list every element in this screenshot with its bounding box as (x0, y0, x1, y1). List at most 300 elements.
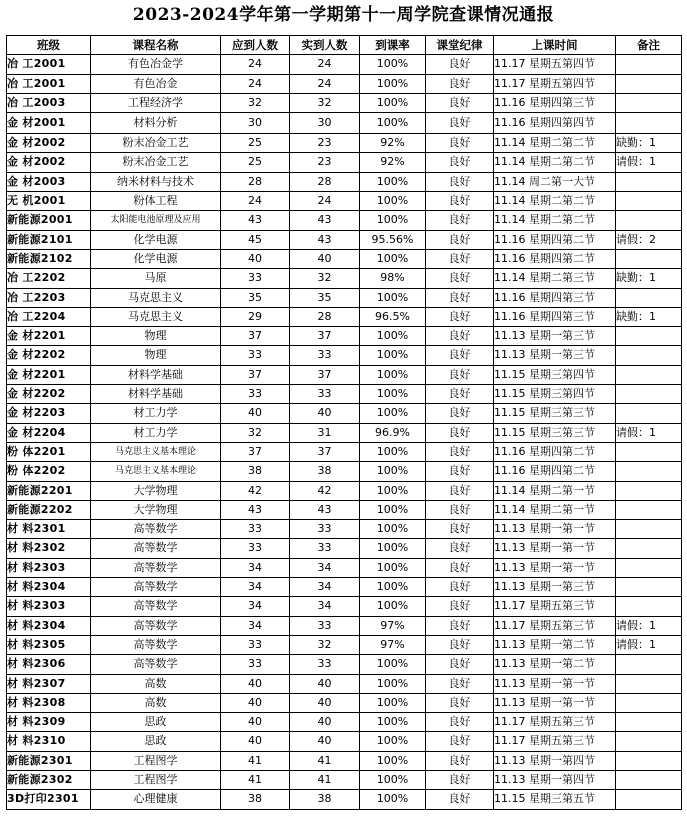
expected-count-cell: 34 (221, 578, 290, 597)
table-row (7, 288, 682, 307)
actual-count-cell: 38 (290, 790, 360, 809)
course-cell: 高数 (91, 674, 221, 693)
note-cell (616, 462, 682, 481)
class-time-cell: 11.13 星期一第四节 (494, 770, 616, 789)
course-cell: 工程图学 (91, 770, 221, 789)
table-row (7, 55, 682, 74)
attendance-rate-cell: 100% (360, 693, 426, 712)
course-cell: 材料分析 (91, 113, 221, 134)
discipline-cell: 良好 (426, 500, 494, 519)
note-cell (616, 655, 682, 674)
discipline-cell: 良好 (426, 74, 494, 93)
expected-count-cell: 24 (221, 55, 290, 74)
discipline-cell: 良好 (426, 481, 494, 500)
class-cell: 材 料2304 (7, 578, 91, 597)
class-cell: 新能源2101 (7, 230, 91, 249)
note-cell (616, 74, 682, 93)
discipline-cell: 良好 (426, 578, 494, 597)
attendance-rate-cell: 97% (360, 635, 426, 654)
discipline-cell: 良好 (426, 462, 494, 481)
note-cell (616, 327, 682, 346)
attendance-rate-cell: 92% (360, 134, 426, 153)
class-cell: 新能源2001 (7, 211, 91, 230)
expected-count-cell: 33 (221, 520, 290, 539)
discipline-cell: 良好 (426, 365, 494, 384)
note-cell (616, 693, 682, 712)
table-row (7, 558, 682, 577)
course-cell: 思政 (91, 732, 221, 751)
expected-count-cell: 33 (221, 635, 290, 654)
header-expected: 应到人数 (221, 36, 290, 55)
class-cell: 无 机2001 (7, 192, 91, 211)
expected-count-cell: 38 (221, 790, 290, 809)
table-row (7, 134, 682, 153)
class-time-cell: 11.16 星期四第二节 (494, 462, 616, 481)
actual-count-cell: 40 (290, 249, 360, 268)
expected-count-cell: 37 (221, 442, 290, 461)
actual-count-cell: 35 (290, 288, 360, 307)
class-cell: 金 材2003 (7, 172, 91, 191)
table-row (7, 230, 682, 249)
expected-count-cell: 40 (221, 732, 290, 751)
course-cell: 纳米材料与技术 (91, 172, 221, 191)
actual-count-cell: 24 (290, 192, 360, 211)
attendance-rate-cell: 100% (360, 655, 426, 674)
course-cell: 物理 (91, 346, 221, 365)
table-row (7, 93, 682, 112)
actual-count-cell: 32 (290, 93, 360, 112)
discipline-cell: 良好 (426, 249, 494, 268)
table-row (7, 539, 682, 558)
actual-count-cell: 28 (290, 307, 360, 326)
class-cell: 材 料2307 (7, 674, 91, 693)
class-cell: 冶 工2001 (7, 74, 91, 93)
attendance-rate-cell: 100% (360, 192, 426, 211)
discipline-cell: 良好 (426, 134, 494, 153)
class-cell: 3D打印2301 (7, 790, 91, 809)
class-cell: 新能源2201 (7, 481, 91, 500)
actual-count-cell: 33 (290, 520, 360, 539)
note-cell (616, 113, 682, 134)
expected-count-cell: 37 (221, 365, 290, 384)
note-cell (616, 172, 682, 191)
attendance-rate-cell: 100% (360, 113, 426, 134)
course-cell: 大学物理 (91, 481, 221, 500)
class-time-cell: 11.15 星期三第四节 (494, 365, 616, 384)
discipline-cell: 良好 (426, 693, 494, 712)
actual-count-cell: 40 (290, 404, 360, 423)
course-cell: 工程图学 (91, 751, 221, 770)
class-time-cell: 11.13 星期一第三节 (494, 578, 616, 597)
actual-count-cell: 43 (290, 500, 360, 519)
class-time-cell: 11.13 星期一第一节 (494, 558, 616, 577)
actual-count-cell: 30 (290, 113, 360, 134)
discipline-cell: 良好 (426, 655, 494, 674)
header-actual: 实到人数 (290, 36, 360, 55)
note-cell (616, 558, 682, 577)
table-row (7, 462, 682, 481)
actual-count-cell: 43 (290, 230, 360, 249)
table-row (7, 578, 682, 597)
course-cell: 大学物理 (91, 500, 221, 519)
expected-count-cell: 41 (221, 751, 290, 770)
discipline-cell: 良好 (426, 93, 494, 112)
class-time-cell: 11.14 周二第一大节 (494, 172, 616, 191)
attendance-rate-cell: 100% (360, 462, 426, 481)
expected-count-cell: 43 (221, 500, 290, 519)
note-cell: 缺勤：1 (616, 269, 682, 288)
expected-count-cell: 40 (221, 713, 290, 732)
discipline-cell: 良好 (426, 211, 494, 230)
expected-count-cell: 42 (221, 481, 290, 500)
actual-count-cell: 38 (290, 462, 360, 481)
note-cell (616, 192, 682, 211)
class-cell: 粉 体2202 (7, 462, 91, 481)
class-time-cell: 11.16 星期四第三节 (494, 288, 616, 307)
expected-count-cell: 32 (221, 423, 290, 442)
expected-count-cell: 40 (221, 249, 290, 268)
attendance-rate-cell: 100% (360, 770, 426, 789)
attendance-rate-cell: 100% (360, 288, 426, 307)
expected-count-cell: 34 (221, 558, 290, 577)
table-row (7, 74, 682, 93)
note-cell: 请假：1 (616, 616, 682, 635)
course-cell: 高等数学 (91, 520, 221, 539)
actual-count-cell: 37 (290, 327, 360, 346)
class-cell: 金 材2201 (7, 365, 91, 384)
actual-count-cell: 40 (290, 674, 360, 693)
table-row (7, 732, 682, 751)
actual-count-cell: 23 (290, 134, 360, 153)
class-time-cell: 11.13 星期一第三节 (494, 327, 616, 346)
class-cell: 金 材2002 (7, 134, 91, 153)
note-cell (616, 520, 682, 539)
class-cell: 材 料2302 (7, 539, 91, 558)
attendance-rate-cell: 100% (360, 713, 426, 732)
class-time-cell: 11.17 星期五第三节 (494, 616, 616, 635)
actual-count-cell: 41 (290, 770, 360, 789)
class-cell: 金 材2002 (7, 153, 91, 172)
note-cell (616, 55, 682, 74)
expected-count-cell: 40 (221, 693, 290, 712)
class-time-cell: 11.16 星期四第三节 (494, 93, 616, 112)
discipline-cell: 良好 (426, 558, 494, 577)
course-cell: 粉末冶金工艺 (91, 153, 221, 172)
discipline-cell: 良好 (426, 113, 494, 134)
expected-count-cell: 40 (221, 674, 290, 693)
attendance-rate-cell: 100% (360, 365, 426, 384)
discipline-cell: 良好 (426, 288, 494, 307)
table-row (7, 770, 682, 789)
course-cell: 马克思主义基本理论 (91, 462, 221, 481)
course-cell: 材工力学 (91, 423, 221, 442)
table-row (7, 423, 682, 442)
header-time: 上课时间 (494, 36, 616, 55)
class-cell: 材 料2309 (7, 713, 91, 732)
course-cell: 高等数学 (91, 558, 221, 577)
actual-count-cell: 40 (290, 732, 360, 751)
note-cell (616, 751, 682, 770)
note-cell (616, 713, 682, 732)
course-cell: 材工力学 (91, 404, 221, 423)
class-time-cell: 11.16 星期四第二节 (494, 249, 616, 268)
attendance-rate-cell: 100% (360, 55, 426, 74)
expected-count-cell: 34 (221, 616, 290, 635)
course-cell: 高等数学 (91, 616, 221, 635)
class-cell: 材 料2303 (7, 558, 91, 577)
actual-count-cell: 33 (290, 539, 360, 558)
class-cell: 材 料2310 (7, 732, 91, 751)
discipline-cell: 良好 (426, 520, 494, 539)
note-cell: 请假：1 (616, 635, 682, 654)
table-row (7, 635, 682, 654)
class-time-cell: 11.16 星期四第二节 (494, 442, 616, 461)
discipline-cell: 良好 (426, 732, 494, 751)
table-row (7, 520, 682, 539)
note-cell (616, 442, 682, 461)
discipline-cell: 良好 (426, 153, 494, 172)
expected-count-cell: 43 (221, 211, 290, 230)
attendance-rate-cell: 96.5% (360, 307, 426, 326)
class-time-cell: 11.16 星期四第二节 (494, 230, 616, 249)
course-cell: 太阳能电池原理及应用 (91, 211, 221, 230)
class-cell: 冶 工2202 (7, 269, 91, 288)
discipline-cell: 良好 (426, 55, 494, 74)
class-cell: 材 料2304 (7, 616, 91, 635)
expected-count-cell: 40 (221, 404, 290, 423)
table-header-row (7, 36, 682, 55)
class-cell: 新能源2302 (7, 770, 91, 789)
expected-count-cell: 34 (221, 597, 290, 616)
course-cell: 化学电源 (91, 249, 221, 268)
class-time-cell: 11.14 星期二第二节 (494, 134, 616, 153)
note-cell (616, 732, 682, 751)
class-cell: 冶 工2003 (7, 93, 91, 112)
table-row (7, 713, 682, 732)
note-cell (616, 365, 682, 384)
class-cell: 材 料2305 (7, 635, 91, 654)
attendance-rate-cell: 100% (360, 539, 426, 558)
note-cell (616, 770, 682, 789)
discipline-cell: 良好 (426, 770, 494, 789)
attendance-rate-cell: 100% (360, 93, 426, 112)
attendance-rate-cell: 100% (360, 732, 426, 751)
course-cell: 高数 (91, 693, 221, 712)
class-cell: 材 料2306 (7, 655, 91, 674)
expected-count-cell: 24 (221, 74, 290, 93)
actual-count-cell: 42 (290, 481, 360, 500)
attendance-rate-cell: 100% (360, 442, 426, 461)
actual-count-cell: 40 (290, 713, 360, 732)
class-time-cell: 11.15 星期三第五节 (494, 790, 616, 809)
attendance-rate-cell: 100% (360, 404, 426, 423)
discipline-cell: 良好 (426, 713, 494, 732)
actual-count-cell: 23 (290, 153, 360, 172)
expected-count-cell: 41 (221, 770, 290, 789)
header-course: 课程名称 (91, 36, 221, 55)
actual-count-cell: 37 (290, 442, 360, 461)
course-cell: 思政 (91, 713, 221, 732)
note-cell: 请假：2 (616, 230, 682, 249)
attendance-rate-cell: 100% (360, 597, 426, 616)
attendance-rate-cell: 100% (360, 578, 426, 597)
class-time-cell: 11.17 星期五第四节 (494, 74, 616, 93)
course-cell: 马原 (91, 269, 221, 288)
expected-count-cell: 38 (221, 462, 290, 481)
table-row (7, 616, 682, 635)
class-cell: 金 材2203 (7, 404, 91, 423)
discipline-cell: 良好 (426, 385, 494, 404)
attendance-rate-cell: 100% (360, 327, 426, 346)
discipline-cell: 良好 (426, 597, 494, 616)
note-cell (616, 674, 682, 693)
course-cell: 高等数学 (91, 597, 221, 616)
actual-count-cell: 33 (290, 616, 360, 635)
class-time-cell: 11.16 星期四第四节 (494, 113, 616, 134)
table-row (7, 751, 682, 770)
class-time-cell: 11.13 星期一第二节 (494, 635, 616, 654)
table-row (7, 674, 682, 693)
attendance-rate-cell: 100% (360, 790, 426, 809)
attendance-table (6, 35, 682, 810)
course-cell: 马克思主义 (91, 307, 221, 326)
class-time-cell: 11.17 星期五第三节 (494, 713, 616, 732)
class-time-cell: 11.13 星期一第一节 (494, 674, 616, 693)
class-cell: 材 料2303 (7, 597, 91, 616)
class-cell: 材 料2308 (7, 693, 91, 712)
attendance-rate-cell: 100% (360, 249, 426, 268)
class-time-cell: 11.15 星期三第三节 (494, 423, 616, 442)
expected-count-cell: 33 (221, 655, 290, 674)
discipline-cell: 良好 (426, 635, 494, 654)
class-cell: 金 材2202 (7, 346, 91, 365)
class-cell: 金 材2204 (7, 423, 91, 442)
course-cell: 心理健康 (91, 790, 221, 809)
attendance-rate-cell: 100% (360, 211, 426, 230)
expected-count-cell: 24 (221, 192, 290, 211)
class-time-cell: 11.14 星期二第一节 (494, 500, 616, 519)
header-rate: 到课率 (360, 36, 426, 55)
note-cell (616, 539, 682, 558)
table-row (7, 404, 682, 423)
class-cell: 冶 工2203 (7, 288, 91, 307)
table-row (7, 385, 682, 404)
discipline-cell: 良好 (426, 307, 494, 326)
table-row (7, 481, 682, 500)
discipline-cell: 良好 (426, 327, 494, 346)
class-cell: 冶 工2204 (7, 307, 91, 326)
class-time-cell: 11.17 星期五第三节 (494, 732, 616, 751)
actual-count-cell: 32 (290, 635, 360, 654)
class-cell: 新能源2301 (7, 751, 91, 770)
actual-count-cell: 33 (290, 385, 360, 404)
header-class: 班级 (7, 36, 91, 55)
discipline-cell: 良好 (426, 404, 494, 423)
table-row (7, 327, 682, 346)
expected-count-cell: 33 (221, 269, 290, 288)
note-cell: 请假：1 (616, 153, 682, 172)
course-cell: 马克思主义基本理论 (91, 442, 221, 461)
actual-count-cell: 40 (290, 693, 360, 712)
actual-count-cell: 33 (290, 655, 360, 674)
expected-count-cell: 33 (221, 346, 290, 365)
course-cell: 物理 (91, 327, 221, 346)
actual-count-cell: 28 (290, 172, 360, 191)
discipline-cell: 良好 (426, 790, 494, 809)
table-row (7, 211, 682, 230)
course-cell: 有色冶金 (91, 74, 221, 93)
class-time-cell: 11.15 星期三第四节 (494, 385, 616, 404)
note-cell (616, 500, 682, 519)
attendance-rate-cell: 100% (360, 481, 426, 500)
table-row (7, 597, 682, 616)
note-cell (616, 249, 682, 268)
table-row (7, 307, 682, 326)
class-cell: 金 材2201 (7, 327, 91, 346)
expected-count-cell: 33 (221, 539, 290, 558)
table-row (7, 500, 682, 519)
table-row (7, 113, 682, 134)
attendance-rate-cell: 95.56% (360, 230, 426, 249)
class-time-cell: 11.15 星期三第三节 (494, 404, 616, 423)
course-cell: 材料学基础 (91, 365, 221, 384)
note-cell (616, 481, 682, 500)
expected-count-cell: 28 (221, 172, 290, 191)
discipline-cell: 良好 (426, 442, 494, 461)
class-time-cell: 11.14 星期二第二节 (494, 153, 616, 172)
actual-count-cell: 24 (290, 55, 360, 74)
class-time-cell: 11.14 星期二第一节 (494, 481, 616, 500)
attendance-rate-cell: 97% (360, 616, 426, 635)
course-cell: 高等数学 (91, 539, 221, 558)
discipline-cell: 良好 (426, 192, 494, 211)
table-row (7, 790, 682, 809)
note-cell (616, 790, 682, 809)
class-time-cell: 11.17 星期五第三节 (494, 597, 616, 616)
report-title: 2023-2024学年第一学期第十一周学院查课情况通报 (132, 5, 555, 25)
table-row (7, 655, 682, 674)
class-time-cell: 11.13 星期一第一节 (494, 539, 616, 558)
note-cell: 请假：1 (616, 423, 682, 442)
actual-count-cell: 34 (290, 558, 360, 577)
class-time-cell: 11.16 星期四第三节 (494, 307, 616, 326)
expected-count-cell: 32 (221, 93, 290, 112)
discipline-cell: 良好 (426, 269, 494, 288)
class-time-cell: 11.14 星期二第三节 (494, 269, 616, 288)
class-cell: 粉 体2201 (7, 442, 91, 461)
expected-count-cell: 29 (221, 307, 290, 326)
course-cell: 粉末冶金工艺 (91, 134, 221, 153)
table-row (7, 249, 682, 268)
table-row (7, 442, 682, 461)
class-time-cell: 11.17 星期五第四节 (494, 55, 616, 74)
course-cell: 有色冶金学 (91, 55, 221, 74)
course-cell: 化学电源 (91, 230, 221, 249)
table-row (7, 192, 682, 211)
attendance-rate-cell: 100% (360, 751, 426, 770)
attendance-rate-cell: 100% (360, 74, 426, 93)
class-cell: 新能源2202 (7, 500, 91, 519)
class-cell: 冶 工2001 (7, 55, 91, 74)
class-time-cell: 11.13 星期一第一节 (494, 520, 616, 539)
discipline-cell: 良好 (426, 423, 494, 442)
actual-count-cell: 33 (290, 346, 360, 365)
class-time-cell: 11.14 星期二第二节 (494, 211, 616, 230)
actual-count-cell: 43 (290, 211, 360, 230)
actual-count-cell: 34 (290, 578, 360, 597)
class-cell: 新能源2102 (7, 249, 91, 268)
table-row (7, 153, 682, 172)
